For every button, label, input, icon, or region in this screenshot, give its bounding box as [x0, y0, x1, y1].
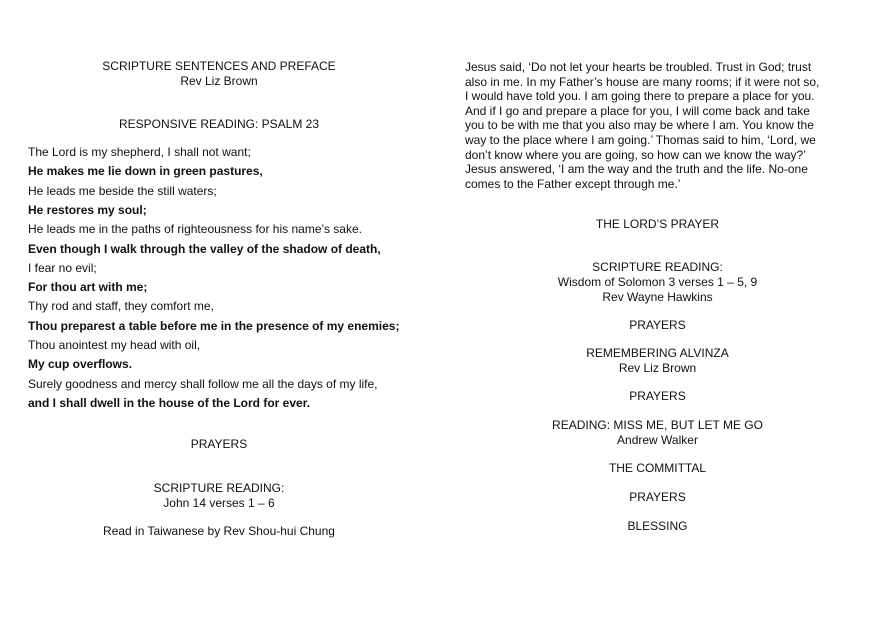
passage-line: I would have told you. I am going there to prepare a place for you. — [465, 89, 815, 104]
heading-reading-miss-me: READING: MISS ME, BUT LET ME GO — [552, 418, 763, 432]
heading-responsive-reading: RESPONSIVE READING: PSALM 23 — [118, 117, 320, 131]
heading-scripture-reading-2: SCRIPTURE READING: — [592, 260, 723, 274]
heading-scripture-sentences-reader: Rev Liz Brown — [180, 74, 258, 88]
scripture-reference-2: Wisdom of Solomon 3 verses 1 – 5, 9 — [557, 275, 758, 289]
heading-remembering: REMEMBERING ALVINZA — [586, 346, 729, 360]
heading-blessing: BLESSING — [627, 519, 688, 533]
reading-reader: Andrew Walker — [617, 433, 698, 447]
psalm-line: I fear no evil; — [28, 260, 97, 275]
psalm-line: He restores my soul; — [28, 202, 147, 217]
psalm-line: My cup overflows. — [28, 357, 133, 372]
psalm-line: He leads me in the paths of righteousness for his name’s sake. — [28, 222, 362, 237]
reader-note: Read in Taiwanese by Rev Shou-hui Chung — [103, 524, 335, 538]
heading-prayers-1: PRAYERS — [629, 318, 686, 332]
psalm-line: Thou preparest a table before me in the presence of my enemies; — [28, 318, 400, 333]
john-passage-text — [465, 60, 845, 191]
psalm-line: He makes me lie down in green pastures, — [28, 164, 263, 179]
passage-line: Jesus answered, ‘I am the way and the truth and the life. No-one — [465, 162, 808, 177]
passage-line: And if I go and prepare a place for you, I will come back and take — [465, 103, 810, 118]
heading-committal: THE COMMITTAL — [608, 461, 707, 475]
passage-line: also in me. In my Father’s house are many rooms; if it were not so, — [465, 74, 820, 89]
psalm-line: He leads me beside the still waters; — [28, 183, 217, 198]
passage-line: way to the place where I am going.’ Thomas said to him, ‘Lord, we — [465, 132, 816, 147]
scripture-reader-2: Rev Wayne Hawkins — [602, 290, 713, 304]
psalm-line: Thy rod and staff, they comfort me, — [28, 299, 214, 314]
passage-line: you to be with me that you also may be where I am. You know the — [465, 118, 814, 133]
psalm-line: Surely goodness and mercy shall follow me all the days of my life, — [28, 376, 378, 391]
heading-lords-prayer: THE LORD’S PRAYER — [595, 217, 720, 231]
passage-line: comes to the Father except through me.’ — [465, 176, 681, 191]
psalm-line: and I shall dwell in the house of the Lord for ever. — [28, 395, 311, 410]
passage-line: Jesus said, ‘Do not let your hearts be troubled. Trust in God; trust — [465, 60, 812, 74]
heading-prayers-3: PRAYERS — [629, 490, 686, 504]
heading-prayers: PRAYERS — [190, 437, 248, 451]
psalm-line: For thou art with me; — [28, 280, 148, 295]
psalm-line: The Lord is my shepherd, I shall not want; — [28, 145, 251, 159]
heading-prayers-2: PRAYERS — [629, 389, 686, 403]
passage-line: don’t know where you are going, so how can we know the way?’ — [465, 147, 806, 162]
remembering-reader: Rev Liz Brown — [618, 361, 697, 375]
heading-scripture-sentences: SCRIPTURE SENTENCES AND PREFACE — [102, 59, 336, 73]
heading-scripture-reading: SCRIPTURE READING: — [153, 481, 285, 495]
psalm-line: Thou anointest my head with oil, — [28, 338, 201, 352]
psalm-line: Even though I walk through the valley of the shadow of death, — [28, 241, 381, 256]
scripture-reference: John 14 verses 1 – 6 — [163, 496, 275, 510]
